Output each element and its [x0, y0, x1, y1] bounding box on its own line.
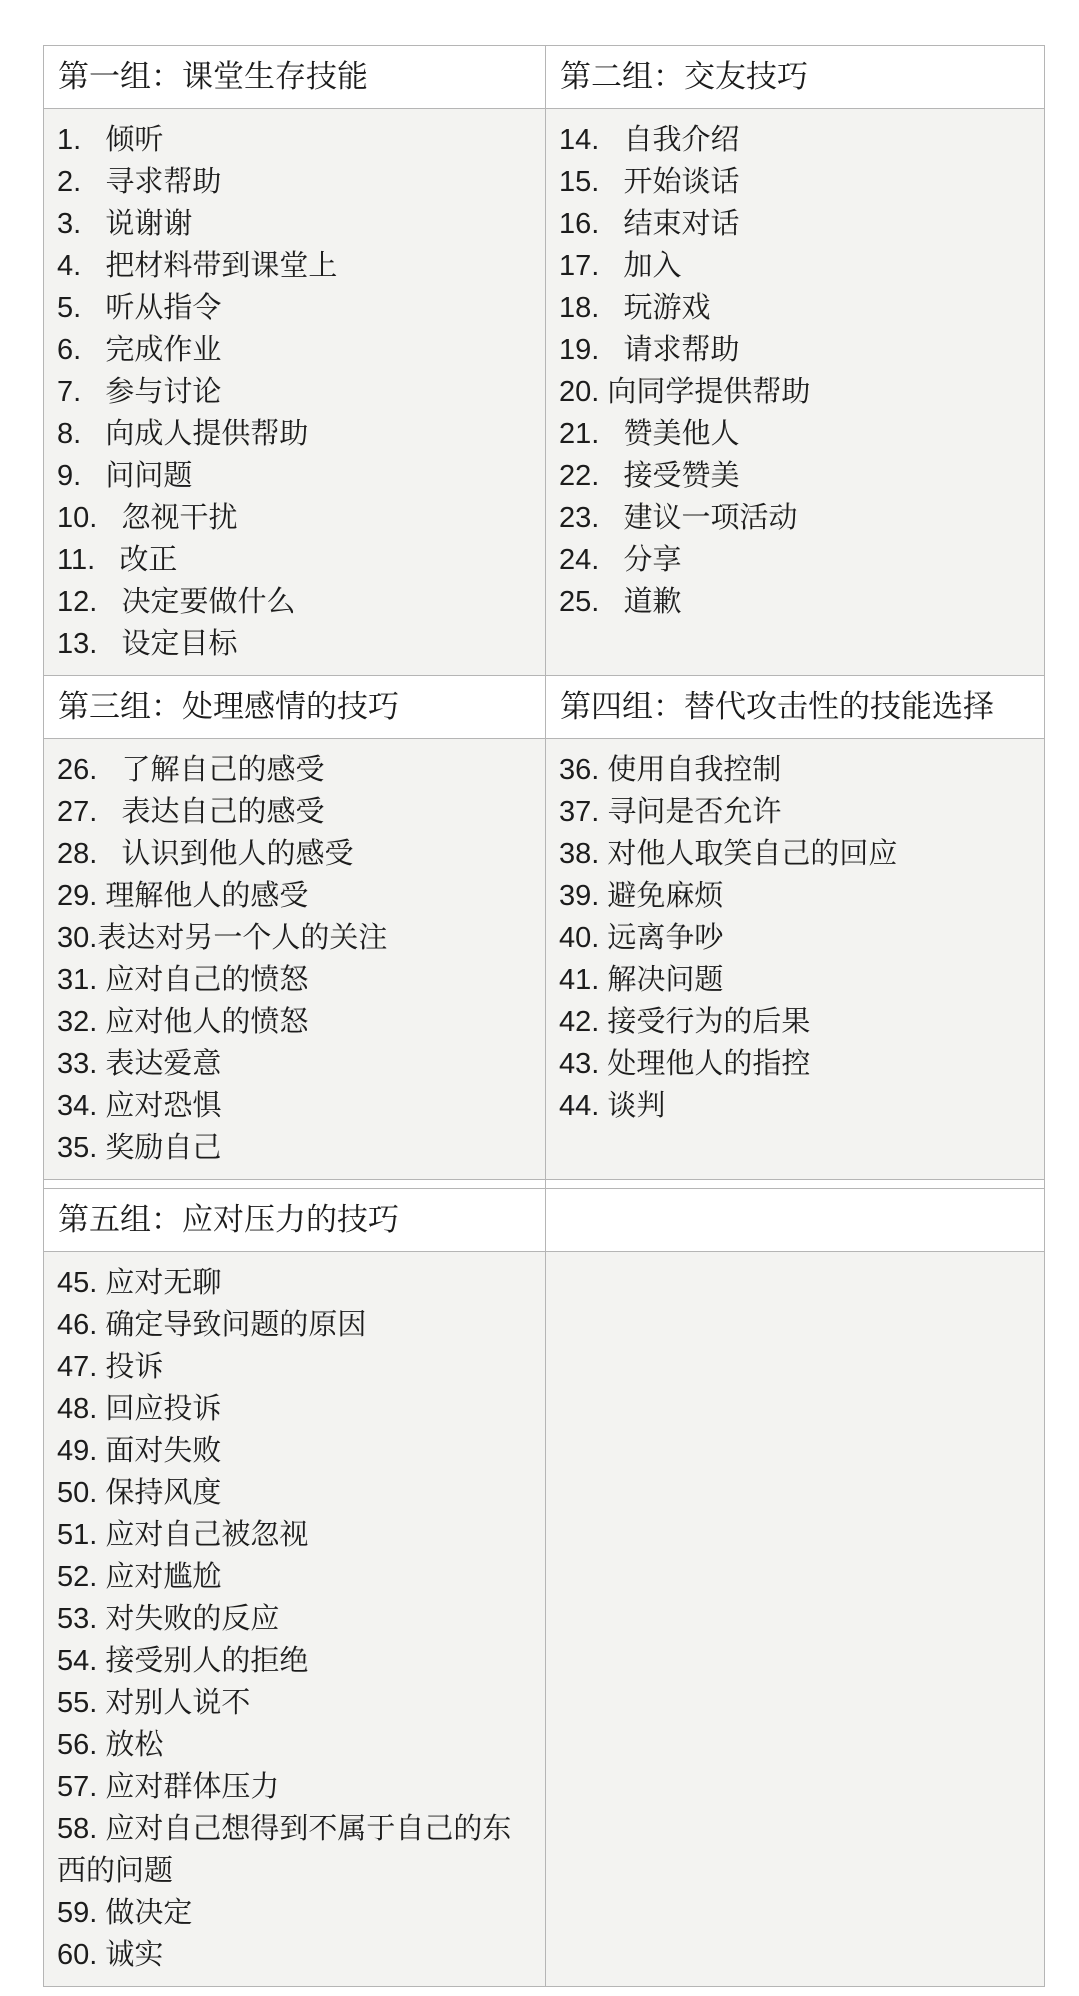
skill-item: 44. 谈判 — [559, 1090, 666, 1122]
header-row-2 — [44, 676, 1045, 739]
skill-item: 33. 表达爱意 — [57, 1048, 222, 1080]
skill-item: 42. 接受行为的后果 — [559, 1006, 811, 1038]
skill-item: 8. 向成人提供帮助 — [57, 418, 309, 450]
skill-item: 3. 说谢谢 — [57, 208, 193, 240]
skill-item: 54. 接受别人的拒绝 — [57, 1645, 309, 1677]
skill-item: 30.表达对另一个人的关注 — [57, 922, 388, 954]
skill-item: 39. 避免麻烦 — [559, 880, 724, 912]
skill-item: 1. 倾听 — [57, 124, 164, 156]
group5-right-empty-body-cell — [546, 1252, 1045, 1987]
skill-item: 41. 解决问题 — [559, 964, 724, 996]
skill-item: 24. 分享 — [559, 544, 682, 576]
group5-header-cell: 第五组：应对压力的技巧 — [44, 1189, 546, 1252]
skill-item: 22. 接受赞美 — [559, 460, 740, 492]
skill-item: 47. 投诉 — [57, 1351, 164, 1383]
skill-item: 50. 保持风度 — [57, 1477, 222, 1509]
skill-item: 20. 向同学提供帮助 — [559, 376, 811, 408]
skill-item: 40. 远离争吵 — [559, 922, 724, 954]
group4-header-cell: 第四组：替代攻击性的技能选择 — [546, 676, 1045, 739]
skill-item: 9. 问问题 — [57, 460, 193, 492]
skill-item: 52. 应对尴尬 — [57, 1561, 222, 1593]
skill-item: 7. 参与讨论 — [57, 376, 222, 408]
skill-item: 18. 玩游戏 — [559, 292, 711, 324]
skill-item: 60. 诚实 — [57, 1939, 164, 1971]
skill-item: 11. 改正 — [57, 544, 178, 576]
header-row-3 — [44, 1189, 1045, 1252]
skill-item: 2. 寻求帮助 — [57, 166, 222, 198]
spacer-row — [44, 1180, 1045, 1189]
group1-header-cell: 第一组：课堂生存技能 — [44, 46, 546, 109]
skill-item: 38. 对他人取笑自己的回应 — [559, 838, 898, 870]
skill-item: 26. 了解自己的感受 — [57, 754, 325, 786]
skills-table — [43, 45, 1045, 1987]
group4-items-cell — [546, 739, 1045, 1180]
group1-items-cell — [44, 109, 546, 676]
skill-item: 23. 建议一项活动 — [559, 502, 798, 534]
spacer-cell-right — [546, 1180, 1045, 1189]
skill-item: 25. 道歉 — [559, 586, 682, 618]
header-row-1 — [44, 46, 1045, 109]
body-row-3 — [44, 1252, 1045, 1987]
skill-item: 27. 表达自己的感受 — [57, 796, 325, 828]
skill-item: 46. 确定导致问题的原因 — [57, 1309, 367, 1341]
skill-item: 35. 奖励自己 — [57, 1132, 222, 1164]
skill-item: 45. 应对无聊 — [57, 1267, 222, 1299]
skill-item: 6. 完成作业 — [57, 334, 222, 366]
skill-item: 28. 认识到他人的感受 — [57, 838, 354, 870]
skill-item: 31. 应对自己的愤怒 — [57, 964, 309, 996]
skill-item: 4. 把材料带到课堂上 — [57, 250, 338, 282]
body-row-2 — [44, 739, 1045, 1180]
skill-item: 37. 寻问是否允许 — [559, 796, 782, 828]
skill-item: 55. 对别人说不 — [57, 1687, 251, 1719]
skill-item: 16. 结束对话 — [559, 208, 740, 240]
skill-item: 5. 听从指令 — [57, 292, 222, 324]
group3-items-cell — [44, 739, 546, 1180]
skill-item: 10. 忽视干扰 — [57, 502, 238, 534]
skill-item: 14. 自我介绍 — [559, 124, 740, 156]
body-row-1 — [44, 109, 1045, 676]
skill-item: 12. 决定要做什么 — [57, 586, 296, 618]
skill-item: 32. 应对他人的愤怒 — [57, 1006, 309, 1038]
group3-header-cell: 第三组：处理感情的技巧 — [44, 676, 546, 739]
spacer-cell-left — [44, 1180, 546, 1189]
group2-items-cell — [546, 109, 1045, 676]
skill-item: 59. 做决定 — [57, 1897, 193, 1929]
skill-item: 51. 应对自己被忽视 — [57, 1519, 309, 1551]
skill-item: 48. 回应投诉 — [57, 1393, 222, 1425]
skill-item: 58. 应对自己想得到不属于自己的东西的问题 — [57, 1813, 512, 1887]
skill-item: 21. 赞美他人 — [559, 418, 740, 450]
group5-items-cell — [44, 1252, 546, 1987]
group5-right-empty-header-cell — [546, 1189, 1045, 1252]
skill-item: 19. 请求帮助 — [559, 334, 740, 366]
skill-item: 53. 对失败的反应 — [57, 1603, 280, 1635]
skill-item: 57. 应对群体压力 — [57, 1771, 280, 1803]
skill-item: 13. 设定目标 — [57, 628, 238, 660]
skill-item: 29. 理解他人的感受 — [57, 880, 309, 912]
skill-item: 49. 面对失败 — [57, 1435, 222, 1467]
skill-item: 17. 加入 — [559, 250, 682, 282]
skill-item: 36. 使用自我控制 — [559, 754, 782, 786]
group2-header-cell: 第二组：交友技巧 — [546, 46, 1045, 109]
skill-item: 15. 开始谈话 — [559, 166, 740, 198]
skill-item: 34. 应对恐惧 — [57, 1090, 222, 1122]
skill-item: 43. 处理他人的指控 — [559, 1048, 811, 1080]
skill-item: 56. 放松 — [57, 1729, 164, 1761]
